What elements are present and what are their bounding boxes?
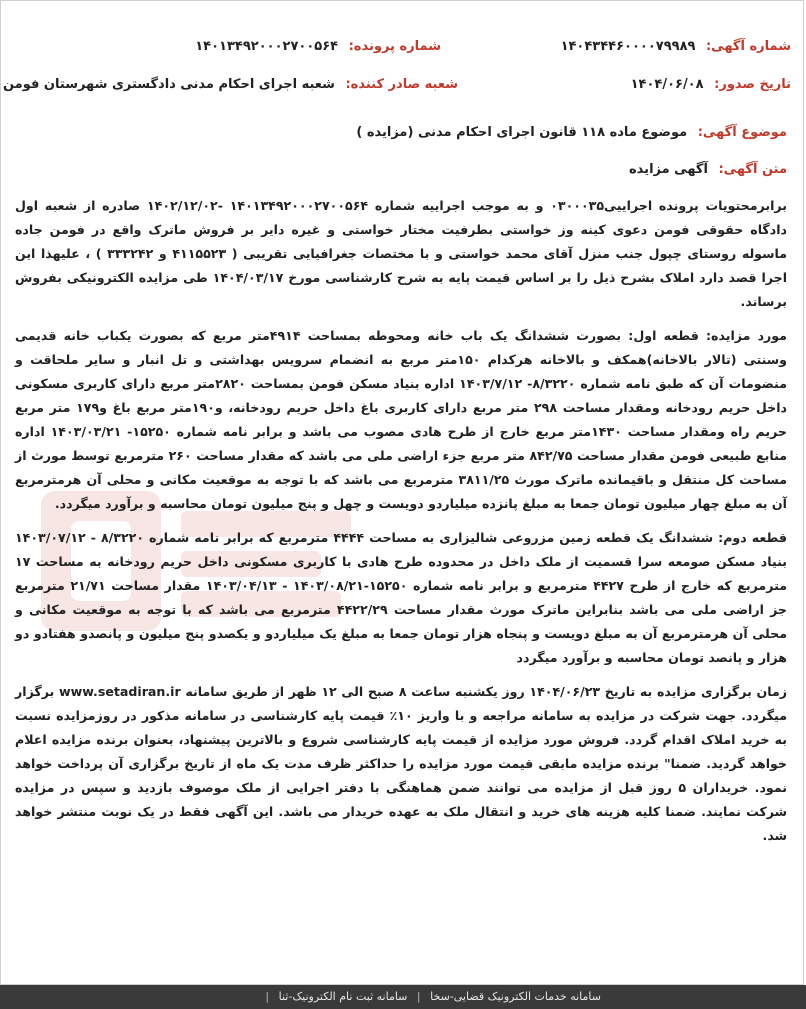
- issuer-row: [3, 77, 458, 92]
- issuer-label: شعبه صادر کننده:: [345, 77, 458, 92]
- body-title-row: [629, 162, 787, 177]
- footer-separator: |: [416, 990, 421, 1003]
- paragraph-terms: زمان برگزاری مزایده به تاریخ ۱۴۰۴/۰۶/۲۳ روز یکشنبه ساعت ۸ صبح الی ۱۲ ظهر از طریق سامانه www.setadiran.ir برگزار میگردد. جهت شرکت در مزایده به سامانه مراجعه و با واریز ۱۰٪ قیمت پایه کارشناسی در سامانه مذکور در روزمزایده نسبت به خرید املاک اقدام گردد. فروش مورد مزایده از قیمت پایه کارشناسی شروع و بالاترین پیشنهاد، بعنوان برنده مزایده اعلام خواهد گردید. ضمنا" برنده مزایده مابقی قیمت مورد مزایده را حداکثر ظرف مدت یک ماه از تاریخ برگزاری آن پرداخت خواهد نمود. خریداران ۵ روز قبل از مزایده می توانند ضمن هماهنگی با دفتر اجرایی از ملک موصوف بازدید و سپس در مزایده شرکت نمایند. ضمنا کلیه هزینه های خرید و انتقال ملک به عهده خریدار می باشد. این آگهی فقط در یک نوبت منتشر خواهد شد.: [15, 684, 787, 843]
- notice-content: [15, 194, 787, 858]
- footer-bar: [0, 985, 806, 1009]
- subject-row: [356, 125, 787, 140]
- issue-date-label: تاریخ صدور:: [714, 77, 791, 92]
- issue-date-value: ۱۴۰۴/۰۶/۰۸: [630, 77, 704, 92]
- issue-date-row: [631, 77, 791, 92]
- case-number-value: ۱۴۰۱۳۴۹۲۰۰۰۲۷۰۰۵۶۴: [195, 39, 339, 54]
- footer-separator-end: |: [265, 990, 270, 1003]
- body-title: آگهی مزایده: [629, 162, 708, 177]
- subject-label: موضوع آگهی:: [697, 125, 787, 140]
- footer-link-sakha[interactable]: سامانه خدمات الکترونیک قضایی-سخا: [430, 990, 601, 1003]
- ad-number-value: ۱۴۰۴۳۴۴۶۰۰۰۰۷۹۹۸۹: [560, 39, 696, 54]
- paragraph-intro: برابرمحتویات پرونده اجراییی۰۳۰۰۰۳۵ و به موجب اجراییه شماره ۱۴۰۱۳۴۹۲۰۰۰۲۷۰۰۵۶۴ -۱۴۰۲/۱۲/۰۲ صادره از شعبه اول دادگاه حقوقی فومن دعوی کینه وز خواستی بطرفیت مختار خواستی و غیره دایر بر فروش ماترک واقع در فومن جاده ماسوله روستای چپول جنب منزل آقای محمد خواستی و با مختصات جغرافیایی تقریبی ( ۴۱۱۵۵۲۳ و ۳۳۳۲۴۲ ) ، علیهذا این اجرا قصد دارد املاک بشرح ذیل را بر اساس قیمت پایه به شرح کارشناسی مورخ ۱۴۰۴/۰۳/۱۷ طی مزایده الکترونیکی بفروش برساند.: [15, 198, 788, 309]
- case-number-label: شماره پرونده:: [348, 39, 441, 54]
- ad-number-row: [561, 39, 791, 54]
- issuer-value: شعبه اجرای احکام مدنی دادگستری شهرستان فومن: [2, 77, 335, 92]
- footer-link-sana[interactable]: سامانه ثبت نام الکترونیک-ثنا: [278, 990, 408, 1003]
- ad-number-label: شماره آگهی:: [705, 39, 791, 54]
- body-label: متن آگهی:: [718, 162, 787, 177]
- paragraph-item-2: قطعه دوم: ششدانگ یک قطعه زمین مزروعی شالیزاری به مساحت ۴۴۴۴ مترمربع که برابر نامه شماره ۸/۳۲۲۰ - ۱۴۰۳/۰۷/۱۲ بنیاد مسکن صومعه سرا قسمیت از ملک داخل در محدوده طرح هادی با کاربری مسکونی داخل حریم رودخانه به مساحت ۱۷ مترمربع که خارج از طرح ۴۴۲۷ مترمربع و برابر نامه شماره ۱۵۲۵۰-۱۴۰۳/۰۸/۲۱ - ۱۴۰۳/۰۴/۱۳ مقدار مساحت ۲۱/۷۱ مترمربع جز اراضی ملی می باشد بنابراین ماترک مورث مقدار مساحت ۴۴۲۲/۲۹ مترمربع می باشد که با توجه به موقعیت مکانی و محلی آن هرمترمربع آن به مبلغ دویست و پنجاه هزار تومان جمعا به مبلغ یک میلیاردو و یکصدو پنج میلیون و پانصدو هفتادو دو هزار و پانصد تومان محاسبه و برآورد میگردد: [15, 530, 788, 665]
- case-number-row: [195, 39, 441, 54]
- subject-value: موضوع ماده ۱۱۸ قانون اجرای احکام مدنی (مزایده ): [356, 125, 688, 140]
- paragraph-item-1: مورد مزایده: قطعه اول: بصورت ششدانگ یک باب خانه ومحوطه بمساحت ۴۹۱۴متر مربع که بصورت یکباب خانه قدیمی وسنتی (تالار بالاخانه)همکف و بالاخانه هرکدام ۱۵۰متر مربع به انضمام سرویس بهداشتی و تل انبار و سایر ملحاقت و منضومات آن که طبق نامه شماره ۸/۳۲۲۰- ۱۴۰۳/۷/۱۲ اداره بنیاد مسکن فومن بمساحت ۲۸۲۰متر مربع دارای کاربری مسکونی داخل حریم رودخانه ومقدار مساحت ۲۹۸ متر مربع دارای کاربری باغ داخل حریم رودخانه، و۱۹۰متر مربع باغ و۱۷۹ متر مربع حریم راه ومقدار مساحت ۱۴۳۰متر مربع خارج از طرح هادی مصوب می باشد و برابر نامه شماره ۱۵۲۵۰- ۱۴۰۳/۰۳/۲۱ اداره منابع طبیعی فومن مقدار مساحت ۸۴۲/۷۵ متر مربع جزء اراضی ملی می باشد که مقدار مساحت ۲۶۰ مترمربع توسط مورث از مساحت کل منتقل و باقیمانده ماترک مورث ۳۸۱۱/۲۵ مترمربع می باشد که با توجه به موقعیت مکانی و محلی آن هرمترمربع آن به مبلغ چهار میلیون تومان جمعا به مبلغ پانزده میلیاردو دویست و چهل و پنج میلیون تومان محاسبه و برآورد میگردد.: [15, 328, 788, 511]
